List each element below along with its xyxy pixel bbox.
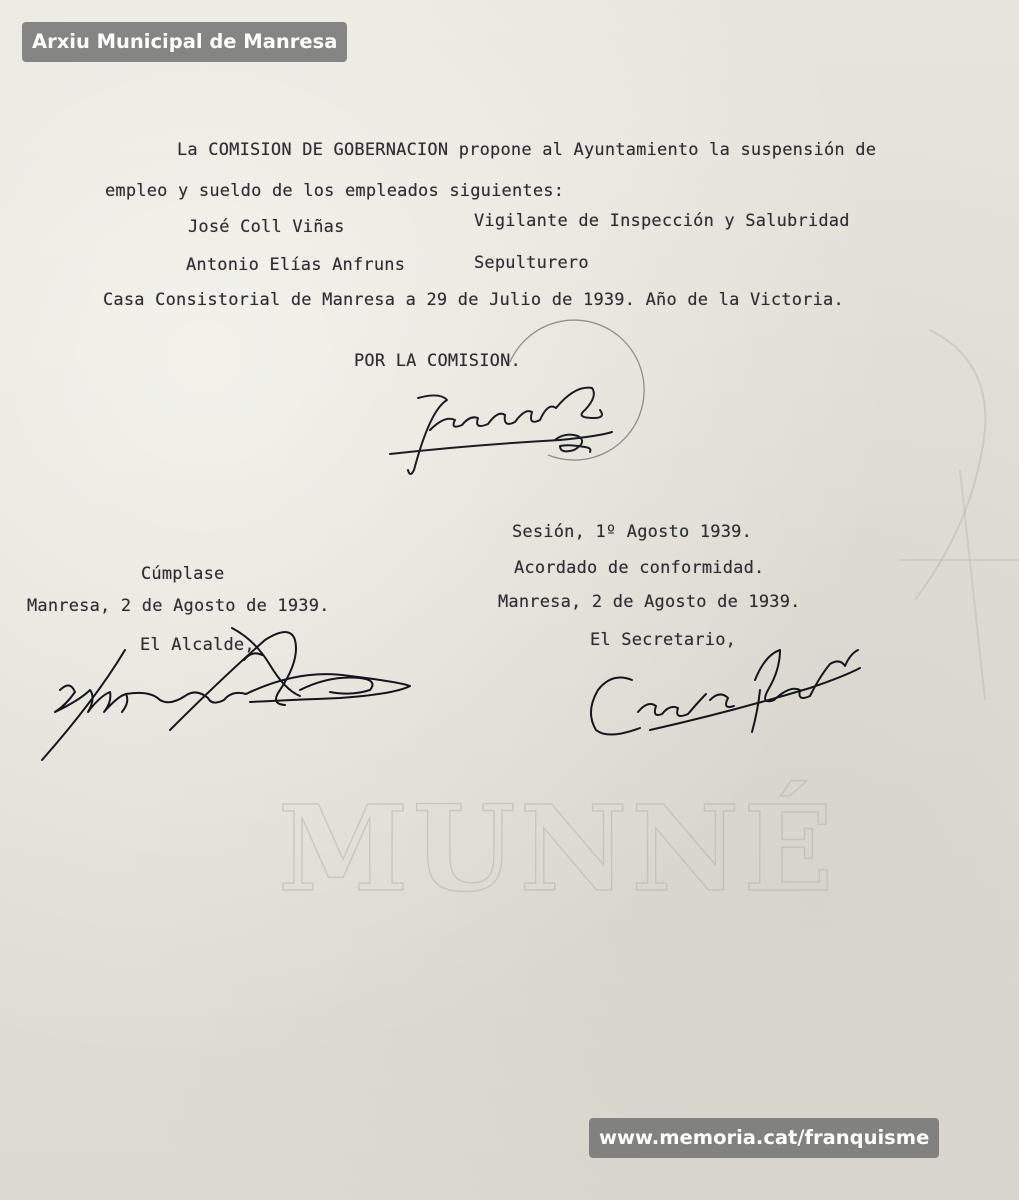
- cumplase-line: Cúmplase: [141, 564, 225, 584]
- employee-name: Antonio Elías Anfruns: [186, 255, 406, 275]
- left-date-line: Manresa, 2 de Agosto de 1939.: [27, 596, 330, 616]
- right-date-line: Manresa, 2 de Agosto de 1939.: [498, 592, 801, 612]
- archive-badge: Arxiu Municipal de Manresa: [22, 22, 347, 62]
- website-badge: www.memoria.cat/franquisme: [589, 1118, 939, 1158]
- paper-watermark: MUNNÉ: [278, 779, 838, 918]
- session-date: Sesión, 1º Agosto 1939.: [512, 522, 753, 542]
- employee-position: Vigilante de Inspección y Salubridad: [474, 211, 850, 231]
- commission-heading: POR LA COMISION.: [354, 351, 521, 371]
- agreement-line: Acordado de conformidad.: [514, 558, 765, 578]
- paragraph-line-2: empleo y sueldo de los empleados siguientes:: [105, 181, 565, 201]
- place-date-line: Casa Consistorial de Manresa a 29 de Julio de 1939. Año de la Victoria.: [103, 290, 844, 310]
- employee-position: Sepulturero: [474, 253, 589, 273]
- employee-name: José Coll Viñas: [188, 217, 345, 237]
- paragraph-line-1: La COMISION DE GOBERNACION propone al Ayuntamiento la suspensión de: [177, 140, 877, 160]
- secretary-label: El Secretario,: [590, 630, 737, 650]
- mayor-label: El Alcalde,: [140, 635, 255, 655]
